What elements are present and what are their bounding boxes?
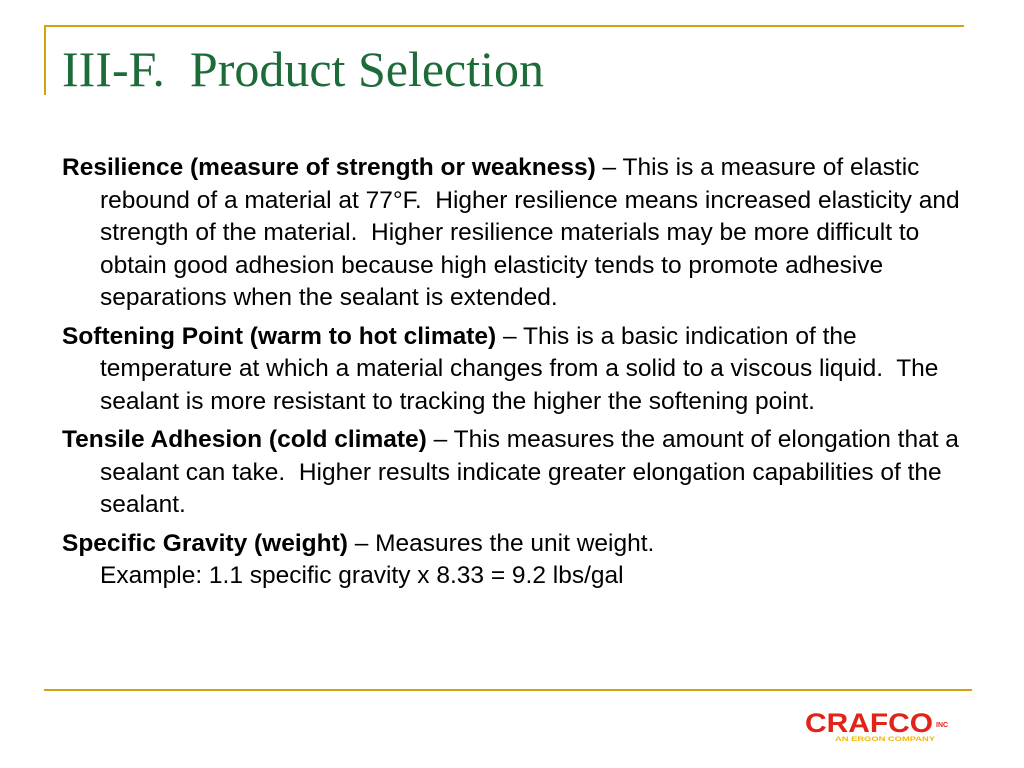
title-frame-top-rule [44,25,964,27]
logo-suffix: INC [936,722,949,729]
logo-brand: CRAFCO [805,708,933,738]
footer-rule [44,689,972,691]
bullet-resilience [62,152,967,315]
crafco-logo [805,705,955,745]
bullet-description: – This is a basic indication of the temperature at which a material changes from a solid to a viscous liquid. The sealant is more resistant to tracking the higher the softening point. [100,322,946,415]
logo-tagline: AN ERGON COMPANY [835,737,935,743]
bullet-list [62,152,967,599]
bullet-tensile-adhesion [62,424,966,522]
slide-title: III-F. Product Selection [62,41,545,97]
bullet-description: – Measures the unit weight. [347,529,655,557]
bullet-specific-gravity [62,528,962,593]
bullet-term: Resilience (measure of strength or weakness) [62,154,596,181]
bullet-description: – This is a measure of elastic rebound of a material at 77°F. Higher resilience means increased elasticity and strength of the material. Higher resilience materials may be more difficult to obtain good adhesion because high elasticity tends to promote adhesive separations when the sealant is extended. [100,154,967,311]
bullet-softening-point [62,321,962,419]
bullet-example: Example: 1.1 specific gravity x 8.33 = 9.2 lbs/gal [100,562,624,589]
bullet-term: Tensile Adhesion (cold climate) [62,426,427,453]
bullet-term: Softening Point (warm to hot climate) [62,322,497,350]
bullet-description: – This measures the amount of elongation that a sealant can take. Higher results indicate greater elongation capabilities of the sealant. [100,426,966,518]
title-frame-left-rule [44,25,46,95]
bullet-term: Specific Gravity (weight) [62,529,348,557]
